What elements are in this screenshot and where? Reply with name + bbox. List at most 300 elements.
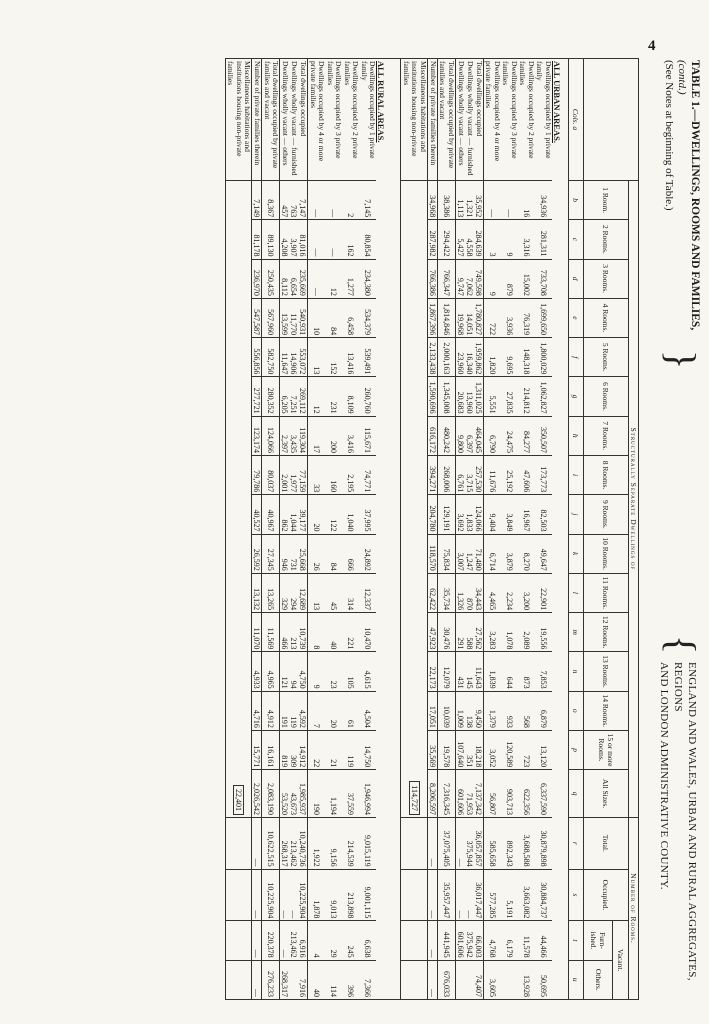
table-cell: 1,040	[343, 495, 360, 534]
table-cell: 26,592	[252, 534, 262, 573]
table-row	[401, 59, 428, 1000]
row-label: Number of private families therein	[428, 59, 438, 181]
table-cell: 6,654	[290, 259, 299, 298]
table-cell: 45	[326, 573, 343, 612]
table-cell: 16,161	[262, 730, 280, 769]
table-cell: 121	[280, 652, 290, 691]
table-cell: 622,356	[518, 770, 535, 818]
table-cell: 14,750	[360, 730, 377, 769]
table-cell: 76,319	[518, 298, 535, 337]
table-cell: 34,936	[535, 180, 552, 219]
table-cell: 873	[518, 652, 535, 691]
table-cell: 1,780,827	[474, 298, 484, 337]
table-cell: 23,960	[456, 338, 466, 377]
column-letter: b	[569, 180, 584, 219]
table-cell: 22,901	[535, 573, 552, 612]
table-cell: 47,606	[518, 455, 535, 494]
table-cell: 19,556	[535, 613, 552, 652]
table-row	[280, 59, 290, 1000]
row-label: Total dwellings occupied by private families and vacant	[438, 59, 456, 181]
table-cell: 56,807	[484, 770, 502, 818]
table-cell: 37,559	[343, 770, 360, 818]
table-cell: 27,345	[262, 534, 280, 573]
table-cell: 1,590,696	[428, 377, 438, 416]
table-row	[501, 59, 518, 1000]
table-cell: 892,343	[501, 817, 518, 869]
table-cell: 3,605	[484, 960, 502, 999]
col-header-dwelling: 14 Rooms.	[584, 691, 629, 730]
table-cell: 7,145	[360, 180, 377, 219]
table-cell: —	[308, 180, 326, 219]
table-cell: 213,462	[290, 817, 299, 869]
col-header-dwelling: 5 Rooms.	[584, 338, 629, 377]
table-cell: 190	[308, 770, 326, 818]
table-cell: —	[326, 180, 343, 219]
table-cell: 1,194	[326, 770, 343, 818]
table-cell: 644	[501, 652, 518, 691]
table-cell: 18,218	[474, 730, 484, 769]
table-cell: 2,001	[280, 455, 290, 494]
table-cell: 129,191	[438, 495, 456, 534]
col-header-dwelling: 11 Rooms.	[584, 573, 629, 612]
section-heading: ALL RURAL AREAS.	[377, 59, 393, 1000]
table-cell: 43,673	[290, 770, 299, 818]
table-cell: 160	[326, 455, 343, 494]
empty-cell	[226, 869, 253, 921]
table-cell: 74,407	[474, 960, 484, 999]
table-cell: 539,491	[360, 338, 377, 377]
table-cell: 862	[280, 495, 290, 534]
table-cell: 870	[465, 573, 474, 612]
column-letter: q	[569, 770, 584, 818]
table-cell: 3,692	[456, 495, 466, 534]
table-cell: 17	[308, 416, 326, 455]
table-cell: 114	[326, 960, 343, 999]
table-cell: 12	[308, 377, 326, 416]
table-cell: —	[428, 921, 438, 960]
table-cell: 124,066	[474, 495, 484, 534]
table-cell: 81,178	[252, 220, 262, 259]
table-cell: 6,337,590	[535, 770, 552, 818]
table-cell: —	[456, 817, 466, 869]
table-cell: 80,037	[262, 455, 280, 494]
table-cell: 15,002	[518, 259, 535, 298]
table-cell: 294	[290, 573, 299, 612]
table-cell: 15,771	[252, 730, 262, 769]
table-cell: 10,225,904	[299, 869, 309, 921]
row-label: Total dwellings occupied	[474, 59, 484, 181]
table-cell: 7,137,342	[474, 770, 484, 818]
table-cell: 22,173	[428, 652, 438, 691]
table-row	[428, 59, 438, 1000]
table-cell: 1,009	[456, 691, 466, 730]
table-cell: 3,879	[501, 534, 518, 573]
table-cell: 40	[308, 960, 326, 999]
table-cell: 17,051	[428, 691, 438, 730]
table-cell: 145	[465, 652, 474, 691]
table-cell: 3,936	[501, 298, 518, 337]
table-cell: 1,379	[484, 691, 502, 730]
table-cell: 540,931	[299, 298, 309, 337]
row-label: Dwellings occupied by 2 private families	[518, 59, 535, 181]
table-cell: 71,480	[474, 534, 484, 573]
table-cell: 89,130	[262, 220, 280, 259]
col-header-rooms: Occupied.	[584, 869, 629, 921]
table-cell: 38,386	[438, 180, 456, 219]
table-cell: 766,347	[438, 259, 456, 298]
col-header-dwelling: 2 Rooms.	[584, 220, 629, 259]
table-cell: —	[252, 869, 262, 921]
row-label: Dwellings wholly vacant — furnished	[465, 59, 474, 181]
table-header	[643, 50, 703, 1010]
table-cell: 9,747	[456, 259, 466, 298]
table-cell: 9,800	[456, 416, 466, 455]
table-cell: 4,615	[360, 652, 377, 691]
table-cell: 2	[343, 180, 360, 219]
table-cell: 16	[518, 180, 535, 219]
empty-cell	[226, 817, 253, 869]
column-letter: e	[569, 298, 584, 337]
table-cell: 7,251	[290, 377, 299, 416]
col-header-dwelling: 9 Rooms.	[584, 495, 629, 534]
table-body	[226, 59, 584, 1000]
table-cell: 236,970	[252, 259, 262, 298]
table-cell: 6,205	[280, 377, 290, 416]
table-cell: 2,000,163	[438, 338, 456, 377]
table-cell: 19,578	[438, 730, 456, 769]
column-letter: j	[569, 495, 584, 534]
col-header-dwelling: 3 Rooms.	[584, 259, 629, 298]
table-cell: 3,688,588	[518, 817, 535, 869]
table-cell: 71,953	[465, 770, 474, 818]
column-letter: i	[569, 455, 584, 494]
table-row	[252, 59, 262, 1000]
empty-cell	[401, 817, 428, 869]
row-label: Dwellings occupied by 4 or more private families	[484, 59, 502, 181]
table-row	[262, 59, 280, 1000]
row-label: Dwellings occupied by 1 private family	[535, 59, 552, 181]
table-cell: 7,916	[299, 960, 309, 999]
empty-cell	[401, 960, 428, 999]
column-letter: l	[569, 573, 584, 612]
table-cell: 6,397	[465, 416, 474, 455]
table-cell: 260,760	[360, 377, 377, 416]
table-cell: —	[308, 259, 326, 298]
table-cell: 553,072	[299, 338, 309, 377]
table-cell: 77,159	[299, 455, 309, 494]
table-cell: 24,475	[501, 416, 518, 455]
table-cell: 173,773	[535, 455, 552, 494]
table-cell: 8	[308, 613, 326, 652]
table-cell: 4,750	[299, 652, 309, 691]
section-gap	[393, 59, 402, 1000]
table-cell: 37,075,405	[438, 817, 456, 869]
table-cell: 547,587	[252, 298, 262, 337]
table-row	[465, 59, 474, 1000]
table-cell: 946	[280, 534, 290, 573]
table-cell: 309	[290, 730, 299, 769]
col-header-dwelling: All Sizes.	[584, 770, 629, 818]
table-cell: 749,598	[474, 259, 484, 298]
table-cell: 1,833	[465, 495, 474, 534]
table-cell: 582,750	[262, 338, 280, 377]
table-cell: 1,321	[465, 180, 474, 219]
table-cell: 879	[501, 259, 518, 298]
table-row	[456, 59, 466, 1000]
table-cell: 2,026,542	[252, 770, 262, 818]
table-cell: 2,089	[518, 613, 535, 652]
table-cell: 234,380	[360, 259, 377, 298]
table-cell: 119,304	[299, 416, 309, 455]
table-cell: 2,133,438	[428, 338, 438, 377]
column-letter: t	[569, 921, 584, 960]
brace-left: }	[659, 350, 704, 370]
table-cell: 120,589	[501, 730, 518, 769]
table-cell: —	[456, 869, 466, 921]
section-heading-row	[377, 59, 393, 1000]
table-cell: 268,006	[438, 455, 456, 494]
table-cell: 34,443	[474, 573, 484, 612]
table-cell: 2,195	[343, 455, 360, 494]
table-cell: 6,179	[501, 921, 518, 960]
row-label: Number of private families therein	[252, 59, 262, 181]
table-cell: 1,946,994	[360, 770, 377, 818]
table-cell: 4,558	[465, 220, 474, 259]
table-cell: 81,016	[299, 220, 309, 259]
table-cell: 213,462	[290, 921, 299, 960]
table-cell: 284,639	[474, 220, 484, 259]
table-cell: 162	[343, 220, 360, 259]
table-cell: 7,147	[299, 180, 309, 219]
table-cell: 375,942	[465, 921, 474, 960]
table-cell: 7,316,345	[438, 770, 456, 818]
table-row	[484, 59, 502, 1000]
misc-value: 22,401	[233, 785, 244, 815]
table-cell: 11,643	[474, 652, 484, 691]
table-cell: 7,366	[360, 960, 377, 999]
table-cell: 933	[501, 691, 518, 730]
column-letter: o	[569, 691, 584, 730]
table-cell: 105	[343, 652, 360, 691]
table-cell: 35,952	[474, 180, 484, 219]
title-note: (See Notes at beginning of Table.)	[663, 60, 675, 211]
table-cell: 82,503	[535, 495, 552, 534]
table-cell: 9,156	[326, 817, 343, 869]
table-cell: 34,968	[428, 180, 438, 219]
table-row	[308, 59, 326, 1000]
table-cell: 314	[343, 573, 360, 612]
col-header-vacant: Vacant.	[613, 921, 629, 1000]
table-cell: 1,326	[456, 573, 466, 612]
table-cell: 235,669	[299, 259, 309, 298]
table-cell: 5,427	[456, 220, 466, 259]
col-header-dwelling: 1 Room.	[584, 180, 629, 219]
table-cell: 722	[484, 298, 502, 337]
table-cell: 7,149	[252, 180, 262, 219]
table-cell: 480,242	[438, 416, 456, 455]
table-cell: 457	[280, 180, 290, 219]
table-cell: 4,592	[299, 691, 309, 730]
table-cell: 20,683	[456, 377, 466, 416]
table-cell: 13	[308, 573, 326, 612]
table-cell: 214,812	[518, 377, 535, 416]
table-row	[438, 59, 456, 1000]
table-cell: 12,337	[360, 573, 377, 612]
table-cell: 35,734	[438, 573, 456, 612]
table-cell: 568	[518, 691, 535, 730]
table-cell: 12	[326, 259, 343, 298]
table-cell: 11,569	[262, 613, 280, 652]
table-cell: 8,367	[262, 180, 280, 219]
table-cell: 25,192	[501, 455, 518, 494]
table-cell: 36,057,857	[474, 817, 484, 869]
section-heading: ALL URBAN AREAS.	[552, 59, 569, 1000]
row-label: Dwellings occupied by 4 or more private families	[308, 59, 326, 181]
col-header-dwelling: 6 Rooms.	[584, 377, 629, 416]
empty-cell	[401, 869, 428, 921]
table-cell: —	[290, 869, 299, 921]
table-cell: 11,070	[252, 613, 262, 652]
table-cell: 6,458	[343, 298, 360, 337]
table-cell: 115,671	[360, 416, 377, 455]
page-number: 4	[648, 38, 656, 54]
table-cell: 20	[308, 495, 326, 534]
table-cell: 1,247	[465, 534, 474, 573]
table-cell: 7	[308, 691, 326, 730]
table-cell: —	[326, 220, 343, 259]
table-cell: 766,386	[428, 259, 438, 298]
table-cell: 9,001,115	[360, 869, 377, 921]
table-cell: 33	[308, 455, 326, 494]
table-cell: 396	[343, 960, 360, 999]
table-cell: 84	[326, 534, 343, 573]
table-cell: 250,435	[262, 259, 280, 298]
column-letter: n	[569, 652, 584, 691]
table-cell: 8,109	[343, 377, 360, 416]
table-cell: 269,112	[299, 377, 309, 416]
table-cell: 10,240,736	[299, 817, 309, 869]
table-cell	[456, 960, 466, 999]
table-cell: 2,234	[501, 573, 518, 612]
header-group-dwellings: Structurally Separate Dwellings of	[629, 180, 639, 817]
table-cell: 8,112	[280, 259, 290, 298]
table-cell: 119	[343, 730, 360, 769]
dwellings-table	[225, 58, 639, 1000]
table-cell: 26	[308, 534, 326, 573]
table-cell: 6,761	[456, 455, 466, 494]
table-cell: 22	[308, 730, 326, 769]
table-cell: 16,340	[465, 338, 474, 377]
table-cell: 79,786	[252, 455, 262, 494]
table-row	[474, 59, 484, 1000]
table-cell: 66,003	[474, 921, 484, 960]
table-cell: 75,834	[438, 534, 456, 573]
table-cell: 10,622,515	[262, 817, 280, 869]
table-cell: 37,995	[360, 495, 377, 534]
table-cell: 10	[308, 298, 326, 337]
table-cell: 24,892	[360, 534, 377, 573]
col-header-rooms: Others.	[584, 960, 613, 999]
table-cell: 27,562	[474, 613, 484, 652]
table-cell: 107,640	[456, 730, 466, 769]
table-cell: 6,714	[484, 534, 502, 573]
table-cell: 39,177	[299, 495, 309, 534]
brace-right: {	[659, 635, 704, 655]
column-letter: m	[569, 613, 584, 652]
table-cell: 29	[326, 921, 343, 960]
table-cell: 30,476	[438, 613, 456, 652]
table-cell: 30,879,898	[535, 817, 552, 869]
table-cell: 329	[280, 573, 290, 612]
table-cell: 118,570	[428, 534, 438, 573]
table-cell: 6,790	[484, 416, 502, 455]
table-cell: 9	[308, 652, 326, 691]
table-cell: 80,854	[360, 220, 377, 259]
col-header-dwelling: 12 Rooms.	[584, 613, 629, 652]
table-cell: 10,039	[438, 691, 456, 730]
table-cell: 9,404	[484, 495, 502, 534]
table-cell: 9,695	[501, 338, 518, 377]
table-cell: 16,967	[518, 495, 535, 534]
table-cell: —	[280, 869, 290, 921]
table-cell: 8,206,597	[428, 770, 438, 818]
table-row	[299, 59, 309, 1000]
table-cell: 47,923	[428, 613, 438, 652]
column-letter: h	[569, 416, 584, 455]
table-cell: 1,078	[501, 613, 518, 652]
column-letter: s	[569, 869, 584, 921]
title-main: TABLE 1.—DWELLINGS, ROOMS AND FAMILIES,	[689, 60, 701, 331]
table-cell: 268,317	[280, 817, 290, 869]
table-cell: 4,504	[360, 691, 377, 730]
table-cell: 9	[501, 220, 518, 259]
table-cell: 14,912	[299, 730, 309, 769]
table-cell: 74,771	[360, 455, 377, 494]
table-row	[343, 59, 360, 1000]
table-cell: 1,959,862	[474, 338, 484, 377]
table-cell: 5,551	[484, 377, 502, 416]
table-cell: 49,647	[535, 534, 552, 573]
header-blank	[584, 59, 639, 181]
table-cell: 3,435	[290, 416, 299, 455]
table-cell: 1,062,827	[535, 377, 552, 416]
table-cell: 257,530	[474, 455, 484, 494]
table-cell: 11,647	[280, 338, 290, 377]
row-label: Dwellings wholly vacant — others	[456, 59, 466, 181]
table-cell: 10,225,904	[262, 869, 280, 921]
table-cell: 287,982	[428, 220, 438, 259]
table-cell: —	[252, 960, 262, 999]
table-cell: 723	[518, 730, 535, 769]
table-cell: 9,013	[326, 869, 343, 921]
table-cell: 616,172	[428, 416, 438, 455]
table-cell: 3,052	[484, 730, 502, 769]
table-cell: —	[501, 180, 518, 219]
table-cell: 585,658	[484, 817, 502, 869]
col-header-dwelling: 8 Rooms.	[584, 455, 629, 494]
table-cell: 13,132	[252, 573, 262, 612]
table-cell: 567,960	[262, 298, 280, 337]
header-group-rooms: Number of Rooms.	[629, 817, 639, 999]
table-cell: 214,539	[343, 817, 360, 869]
table-cell: 138	[465, 691, 474, 730]
table-cell: 245	[343, 921, 360, 960]
table-cell: 375,944	[465, 817, 474, 869]
table-cell: 394,271	[428, 455, 438, 494]
table-cell: —	[484, 180, 502, 219]
table-cell: —	[252, 921, 262, 960]
section-heading-row	[552, 59, 569, 1000]
